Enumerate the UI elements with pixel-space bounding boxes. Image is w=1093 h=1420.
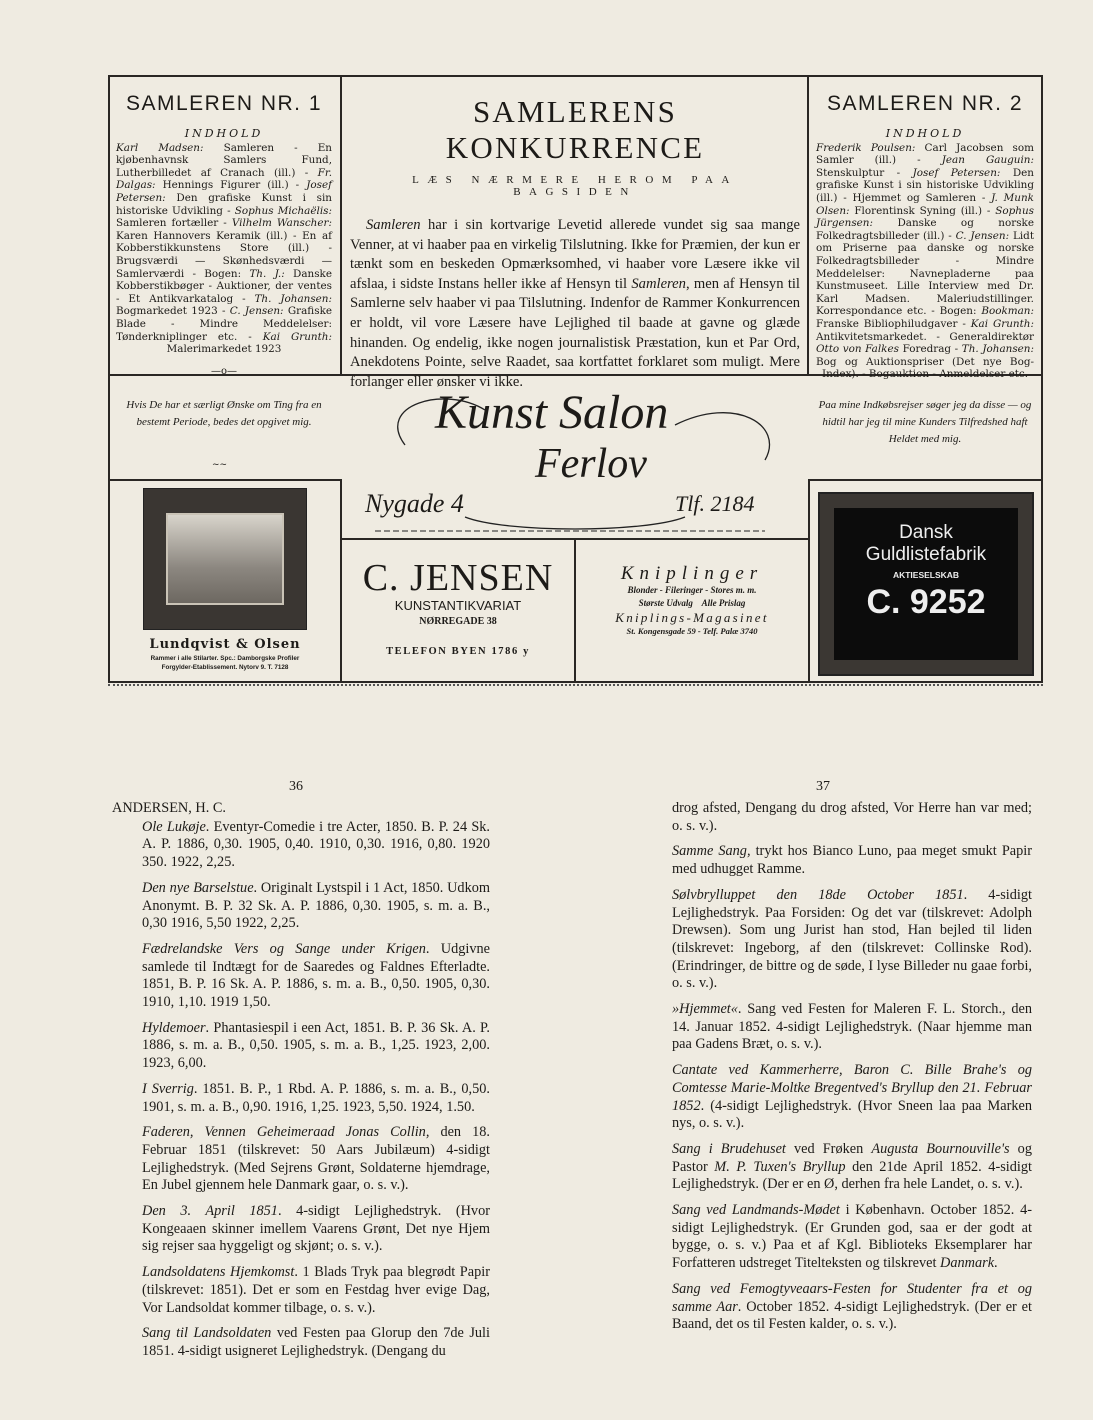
kniplinger-line1: Blonder - Fileringer - Stores m. m. [627,585,757,595]
page-number-right: 37 [816,779,830,794]
text-segment: Danske og norske Folkedragtsbilleder (ill.) - [816,217,1035,242]
right-note: Paa mine Indkøbsrejser søger jeg da disse — og hidtil har jeg til mine Kunders Tilfredshed haft Heldet med mig. [818,399,1032,445]
bibliography-entry [642,1062,1032,1133]
lundqvist-ad [112,637,338,671]
ornament-icon: —o— [210,365,238,377]
italic-text: Bookman: [981,305,1034,318]
indhold-heading: INDHOLD [184,127,264,140]
text-segment: . Eventyr-Comedie i tre Acter, 1850. B. P. 24 Sk. A. P. 1886, 0,30. 1905, 0,40. 1910, 0,30. 1916, 0,80. 1920 350. 1922, 2,25. [142,818,490,871]
italic-text: Vilhelm Wanscher: [231,217,332,230]
text-segment: ved Festen paa Glorup den 7de Juli 1851. 4-sidigt usigneret Lejlighedstryk. (Dengang du [142,1325,490,1359]
italic-text: Den nye Barselstue [142,879,254,896]
italic-text: Kai Grunth: [262,330,332,343]
divider [340,75,342,375]
italic-text: Ole Lukøje [142,818,206,835]
italic-text: Sophus Michaëlis: [234,204,332,217]
italic-text: Sang ved Femogtyveaars-Festen for Studenter fra et og samme Aar [672,1280,1032,1315]
bibliography-entry [112,880,490,933]
text-segment: . Phantasiespil i een Act, 1851. B. P. 36 Sk. A. P. 1886, s. m. a. B., 0,50. 1905, s. m. a. B., 1,25. 1923, 2,00. 1923, 6,00. [142,1019,490,1072]
guldliste-line1: Dansk [899,522,953,543]
bibliography-entry [642,843,1032,878]
konkurrence-subtitle: LÆS NÆRMERE HEROM PAA BAGSIDEN [412,174,738,198]
italic-text: Kai Grunth: [970,317,1034,330]
samleren-nr2-box [816,92,1034,381]
text-segment: drog afsted, Dengang du drog afsted, Vor Herre han var med; o. s. v.). [672,800,1032,834]
italic-text: Hyldemoer [142,1019,206,1036]
kunst-salon-logo [345,385,805,535]
salon-name-line2: Ferlov [535,441,647,487]
divider [808,479,1043,481]
text-segment: Danske Kobberstikbøger - Auktioner, der ventes - Et Antikvarkatalog - [116,267,332,305]
bibliography-entry [642,1281,1032,1334]
guldliste-panel [834,508,1018,660]
konkurrence-text [350,216,800,392]
salon-phone: Tlf. 2184 [675,491,755,516]
bibliography-entry [112,941,490,1012]
guldliste-ad [818,492,1034,676]
lundqvist-line2: Forgylder-Etablissement. Nytorv 9. T. 7128 [161,664,289,671]
italic-text: Samme Sang, [672,843,751,860]
konkurrence-box [350,94,800,392]
kniplinger-ad [578,563,806,636]
author-heading: ANDERSEN, H. C. [112,800,226,816]
bibliography-entry [642,1001,1032,1054]
italic-text: Sølvbrylluppet den 18de October 1851 [672,886,964,903]
text-segment: Karen Hannovers Keramik (ill.) - En af Kobberstikkunstens Store (ill.) - Brugsværdi — Skønhedsværdi — Samlerværdi - Bogen: [116,229,332,280]
text-segment: . Originalt Lystspil i 1 Act, 1850. Udkom Anonymt. B. P. 32 Sk. A. P. 1886, 0,30. 1905, s. m. a. B., 0,30 1916, 5,50 1922, 2,25. [142,879,490,932]
guldliste-phone: C. 9252 [866,583,986,621]
konkurrence-title: SAMLERENS KONKURRENCE [445,94,705,165]
jensen-ad [342,558,574,657]
italic-text: Fr. Dalgas: [116,166,332,192]
bibliography-entry [642,887,1032,993]
text-segment: Bogmarkedet 1923 - [116,305,230,318]
kniplinger-title: Kniplinger [620,563,764,584]
lundqvist-name: Lundqvist & Olsen [149,637,301,652]
text-segment: Den grafiske Kunst i sin historiske Udvikling - [116,191,332,217]
divider [108,479,340,481]
samleren-nr1-contents [116,142,332,356]
divider [807,75,809,375]
text-segment: . (4-sidigt Lejlighedstryk. (Hvor Sneen laa paa Marken nys, o. s. v.). [672,1097,1032,1132]
text-segment: har i sin kortvarige Levetid allerede vundet sig saa mange Venner, at vi haaber paa en virkelig Tilslutning. Ikke for Præmien, der kun er tænkt som en beskeden Opmærksomhed, vi haaber vore Læsere ikke vil afslaa, i sidste Instans heller ikke af Hensyn til [350,217,800,292]
bibliography-entry [112,1081,490,1116]
text-segment: Grafiske Blade - Mindre Meddelelser: Tønderkniplinger etc. - [116,305,333,343]
indhold-heading: INDHOLD [885,127,965,140]
text-segment: den 18. Februar 1851 (tilskrevet: 50 Aars Jubilæum) 4-sidigt Lejlighedstryk. (Med Sejrens Grønt, Soldaterne hjemdrage, En Jubel gjennem hele Danmark gaar, o. s. v.). [142,1124,490,1194]
italic-text: Sang i Brudehuset [672,1140,786,1157]
italic-text: C. Jensen: [955,229,1013,242]
italic-text: Karl Madsen: [116,141,224,154]
text-segment: Franske Bibliophiludgaver - [816,317,971,330]
bibliography-entry [112,1124,490,1195]
ornament-icon: ~~ [212,460,228,470]
bibliography-entry [112,1020,490,1073]
italic-text: J. Munk Olsen: [816,191,1034,217]
italic-text: Th. Johansen: [254,292,332,305]
bibliography-entry [642,800,1032,835]
text-segment: i København. October 1852. 4-sidigt Lejlighedstryk. (Er Grunden god, saa er der godt at bygge, o. s. v.) Paa et af Kgl. Biblioteks Eksemplarer har Forfatteren udstreget Titelteksten og tilskrevet [672,1202,1032,1272]
dotted-separator [108,684,1043,686]
italic-text: Faderen, Vennen Geheimeraad Jonas Collin, [142,1124,430,1141]
divider [808,479,810,683]
italic-text: Fædrelandske Vers og Sange under Krigen [142,940,426,957]
text-segment: . 4-sidigt Lejlighedstryk. Paa Forsiden: Og det var (tilskrevet: Adolph Drewsen). Som ung Jurist han stod, Han bejled til liden (tilskrevet: Ingeborg, af den (tilskrevet: Collinske Rod). (Erindringer, de bittre og de søde, I lyse Billeder nu gaae forbi, o. s. v.). [672,886,1032,992]
right-page-column [642,800,1032,1342]
left-page-column [112,800,490,1369]
italic-text: Sophus Jürgensen: [816,204,1034,230]
text-segment: Malerimarkedet 1923 [166,343,282,356]
italic-text: M. P. Tuxen's Bryllup [714,1158,846,1175]
text-segment: Florentinsk Syning (ill.) - [854,204,996,217]
italic-text: Cantate ved Kammerherre, Baron C. Bille Brahe's og Comtesse Marie-Moltke Bregentved's Bryllup den 21. Februar 1852 [672,1062,1032,1114]
jensen-address: NØRREGADE 38 [419,616,497,627]
text-segment: Bog og Auktionspriser (Det nye Bog-Index). - Bogauktion - Anmeldelser etc. [816,355,1034,381]
kniplinger-line2: Største Udvalg Alle Prislag [638,598,746,608]
text-segment: . [994,1255,998,1272]
italic-text: Sang til Landsoldaten [142,1325,272,1342]
italic-text: Den 3. April 1851 [142,1203,278,1220]
kniplinger-name: Kniplings-Magasinet [615,610,769,625]
text-segment: . 1 Blads Tryk paa blegrødt Papir (tilskrevet: 1851). Det er som en Festdag hver evige Dag, Vor Landsoldat kommer tilbage, o. s. v.). [142,1264,490,1316]
text-segment: Lidt om Priserne paa danske og norske Folkedragtsbilleder - Mindre Meddelelser: Navnepladerne paa Kunstmuseet. Lille Interview med Dr. Karl Madsen. Maleriudstillinger. Korrespondance etc. - Bogen: [816,229,1035,318]
text-segment: . 4-sidigt Lejlighedstryk. (Hvor Kongeaaen skinner imellem Vaarens Grønt, Det nye Hjem sig rejser saa hyggeligt og skjønt; o. s. v.). [142,1203,490,1255]
text-segment: den 21de April 1852. 4-sidigt Lejlighedstryk. (Der er en Ø, derhen fra hele Landet, o. s. v.). [672,1158,1032,1193]
samleren-nr1-title: SAMLEREN NR. 1 [125,92,323,115]
italic-text: Sang ved Landmands-Mødet [672,1202,840,1219]
page-number-left: 36 [289,779,303,794]
text-segment: Den grafiske Kunst i sin historiske Udvikling (ill.) - Hjemmet og Samleren - [816,166,1034,204]
divider [574,538,576,683]
jensen-sub: KUNSTANTIKVARIAT [394,598,522,613]
text-segment: Hennings Figurer (ill.) - [162,179,307,192]
windmill-painting [166,513,284,605]
italic-text: Samleren [631,275,686,292]
samleren-nr2-contents [816,142,1034,381]
lundqvist-line1: Rammer i alle Stilarter. Spc.: Damborgske Profiler [150,655,300,662]
jensen-name: C. JENSEN [362,557,554,599]
bibliography-entry [642,1202,1032,1273]
framed-painting [143,488,307,630]
salon-name-line1: Kunst Salon [435,386,669,439]
italic-text: Th. J.: [249,267,293,280]
text-segment: Samleren - En kjøbenhavnsk Samlers Fund, Lutherbilledet af Cranach (ill.) - [116,141,333,179]
italic-text: Otto von Falkes [816,343,903,356]
italic-text: Th. Johansen: [961,343,1035,356]
italic-text: Josef Petersen: [912,166,1013,179]
samleren-nr2-title: SAMLEREN NR. 2 [826,92,1024,115]
text-segment: Samleren fortæller - [116,217,232,230]
guldliste-line2: Guldlistefabrik [865,544,987,565]
samleren-nr1-box [116,92,332,377]
bibliography-entry [112,1264,490,1317]
text-segment: . Udgivne samlede til Indtægt for de Saaredes og Faldnes Efterladte. 1851, B. P. 16 Sk. A. P. 1886, s. m. a. B., 0,50. 1905, 0,30. 1910, 1,10. 1919 1,50. [142,940,490,1011]
jensen-phone: TELEFON BYEN 1786 y [386,646,530,657]
text-segment: . Sang ved Festen for Maleren F. L. Storch., den 14. Januar 1852. 4-sidigt Lejlighedstryk. (Naar hjemme man paa Gadens Bræt, o. s. v.). [672,1001,1032,1053]
bibliography-entry [642,1141,1032,1194]
italic-text: Augusta Bournouville's [871,1140,1010,1157]
italic-text: Josef Petersen: [116,179,332,204]
salon-address: Nygade 4 [365,489,464,518]
italic-text: Jean Gauguin: [941,154,1034,167]
italic-text: I Sverrig [142,1080,194,1097]
text-segment: , men af Hensyn til Samlerne selv haaber vi paa Tilslutning. Indenfor de Rammer Konkurrencen er holdt, vil vore Læsere have Lejlighed til baade at gavne og glæde hinanden. Og endelig, ikke nogen journalistisk Præstation, kun et Par Ord, Anekdotens Pointe, selve Raadet, saa kortfattet forklaret som muligt. Mere forlanger eller ønsker vi ikke. [350,275,800,390]
guldliste-line3: AKTIESELSKAB [892,570,960,580]
text-segment: trykt hos Bianco Luno, paa meget smukt Papir med udhugget Ramme. [672,843,1033,878]
text-segment: Antikvitetsmarkedet. - Generaldirektør [816,330,1034,343]
text-segment: . October 1852. 4-sidigt Lejlighedstryk. (Der er et Baand, det os til Festen kalder, o. s. v.). [672,1298,1032,1333]
italic-text: C. Jensen: [229,305,288,318]
text-segment: . 1851. B. P., 1 Rbd. A. P. 1886, s. m. a. B., 0,50. 1901, s. m. a. B., 0,90. 1916, 1,25. 1923, 5,50. 1924, 1.50. [142,1080,490,1115]
italic-text: Frederik Poulsen: [816,141,925,154]
italic-text: Danmark [940,1255,995,1272]
text-segment: Stenskulptur - [816,166,913,179]
italic-text: Landsoldatens Hjemkomst [142,1264,295,1281]
italic-text: »Hjemmet« [672,1001,738,1018]
bibliography-entry [112,819,490,872]
italic-text: Samleren [366,217,421,233]
left-note: Hvis De har et særligt Ønske om Ting fra en bestemt Periode, bedes det opgivet mig. [126,399,322,428]
bibliography-entry [112,1325,490,1360]
text-segment: og Pastor [672,1140,1032,1175]
bibliography-entry [112,1203,490,1256]
kniplinger-address: St. Kongensgade 59 - Telf. Palæ 3740 [626,626,758,636]
text-segment: Foredrag - [902,343,962,356]
text-segment: ved Frøken [785,1140,872,1157]
text-segment: Carl Jacobsen som Samler (ill.) - [816,141,1034,167]
